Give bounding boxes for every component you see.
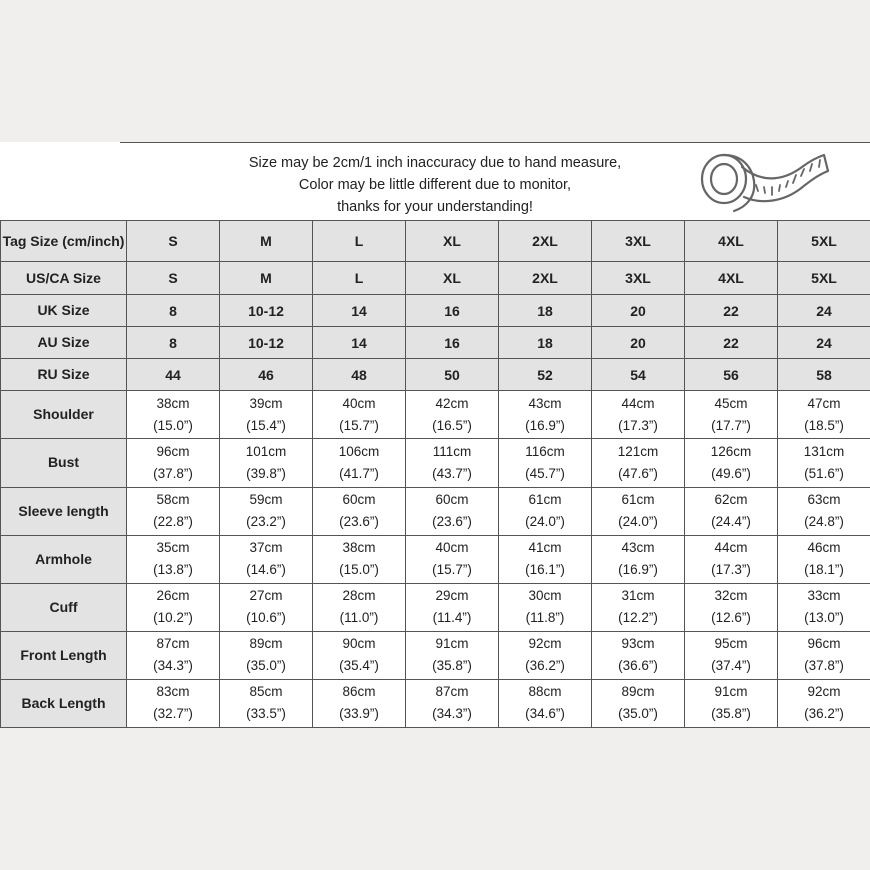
inch-value: (34.6”) [525, 706, 565, 722]
measurement-cell [220, 583, 313, 631]
inch-value: (18.5”) [804, 417, 844, 433]
cm-value: 87cm [156, 636, 190, 652]
row-label: Cuff [1, 583, 127, 631]
notice-text [120, 152, 750, 218]
measurement-cell [127, 583, 220, 631]
cm-value: 96cm [156, 443, 190, 459]
size-cell: M [220, 262, 313, 295]
row-label: Tag Size (cm/inch) [1, 221, 127, 262]
inch-value: (33.9”) [339, 706, 379, 722]
inch-value: (15.7”) [432, 562, 472, 578]
inch-value: (23.2”) [246, 514, 286, 530]
size-cell: 4XL [685, 221, 778, 262]
size-table [0, 220, 870, 728]
notice-line-2: Color may be little different due to monitor, [298, 177, 572, 193]
measurement-cell [406, 439, 499, 487]
inch-value: (15.4”) [246, 417, 286, 433]
row-label: Front Length [1, 631, 127, 679]
inch-value: (14.6”) [246, 562, 286, 578]
size-cell: 22 [685, 327, 778, 359]
cm-value: 28cm [342, 588, 376, 604]
inch-value: (24.4”) [711, 514, 751, 530]
inch-value: (17.3”) [711, 562, 751, 578]
size-cell: 10-12 [220, 295, 313, 327]
measurement-cell [685, 487, 778, 535]
measurement-cell [313, 487, 406, 535]
measurement-cell [778, 679, 870, 727]
inch-value: (13.0”) [804, 610, 844, 626]
cm-value: 35cm [156, 540, 190, 556]
size-cell: 20 [592, 295, 685, 327]
cm-value: 44cm [621, 395, 655, 411]
size-cell: 14 [313, 327, 406, 359]
measurement-cell [313, 391, 406, 439]
size-cell: 2XL [499, 262, 592, 295]
measurement-cell [220, 535, 313, 583]
size-cell: 5XL [778, 221, 870, 262]
inch-value: (32.7”) [153, 706, 193, 722]
measurement-cell [406, 583, 499, 631]
measurement-cell [592, 391, 685, 439]
cm-value: 61cm [528, 492, 562, 508]
measurement-cell [127, 487, 220, 535]
size-row [1, 221, 870, 262]
size-cell: 58 [778, 359, 870, 391]
measurement-cell [778, 439, 870, 487]
cm-value: 95cm [714, 636, 748, 652]
size-cell: 8 [127, 327, 220, 359]
cm-value: 26cm [156, 588, 190, 604]
size-cell: 20 [592, 327, 685, 359]
cm-value: 126cm [710, 443, 752, 459]
cm-value: 27cm [249, 588, 283, 604]
size-cell: 22 [685, 295, 778, 327]
row-label: UK Size [1, 295, 127, 327]
inch-value: (17.7”) [711, 417, 751, 433]
measurement-cell [499, 583, 592, 631]
size-cell: 14 [313, 295, 406, 327]
inch-value: (47.6”) [618, 465, 658, 481]
cm-value: 91cm [714, 684, 748, 700]
inch-value: (35.0”) [618, 706, 658, 722]
measurement-cell [778, 631, 870, 679]
measurement-cell [406, 391, 499, 439]
inch-value: (36.2”) [804, 706, 844, 722]
cm-value: 89cm [249, 636, 283, 652]
measurement-cell [778, 391, 870, 439]
inch-value: (10.2”) [153, 610, 193, 626]
measurement-cell [220, 391, 313, 439]
measurement-cell [685, 679, 778, 727]
measurement-cell [220, 439, 313, 487]
inch-value: (37.8”) [153, 465, 193, 481]
cm-value: 83cm [156, 684, 190, 700]
measurement-row [1, 391, 870, 439]
size-cell: 16 [406, 295, 499, 327]
inch-value: (23.6”) [432, 514, 472, 530]
inch-value: (37.4”) [711, 658, 751, 674]
measurement-row [1, 583, 870, 631]
cm-value: 33cm [807, 588, 841, 604]
cm-value: 106cm [338, 443, 380, 459]
size-cell: 18 [499, 327, 592, 359]
measurement-cell [127, 679, 220, 727]
size-chart-sheet [0, 142, 870, 728]
measurement-cell [406, 631, 499, 679]
cm-value: 31cm [621, 588, 655, 604]
measurement-cell [127, 535, 220, 583]
measuring-tape-icon [694, 145, 834, 219]
inch-value: (34.3”) [432, 706, 472, 722]
cm-value: 89cm [621, 684, 655, 700]
cm-value: 47cm [807, 395, 841, 411]
measurement-cell [778, 583, 870, 631]
cm-value: 59cm [249, 492, 283, 508]
cm-value: 121cm [617, 443, 659, 459]
cm-value: 32cm [714, 588, 748, 604]
measurement-cell [220, 679, 313, 727]
size-cell: 54 [592, 359, 685, 391]
size-row [1, 327, 870, 359]
inch-value: (35.8”) [432, 658, 472, 674]
size-cell: L [313, 221, 406, 262]
size-row [1, 295, 870, 327]
measurement-row [1, 631, 870, 679]
inch-value: (36.6”) [618, 658, 658, 674]
measurement-row [1, 535, 870, 583]
size-cell: 3XL [592, 221, 685, 262]
measurement-cell [592, 439, 685, 487]
size-cell: 2XL [499, 221, 592, 262]
cm-value: 58cm [156, 492, 190, 508]
measurement-cell [127, 631, 220, 679]
row-label: Back Length [1, 679, 127, 727]
cm-value: 61cm [621, 492, 655, 508]
measurement-cell [685, 439, 778, 487]
measurement-row [1, 439, 870, 487]
cm-value: 60cm [342, 492, 376, 508]
measurement-cell [592, 631, 685, 679]
cm-value: 42cm [435, 395, 469, 411]
cm-value: 87cm [435, 684, 469, 700]
measurement-cell [499, 535, 592, 583]
cm-value: 92cm [807, 684, 841, 700]
notice-line-3: thanks for your understanding! [337, 199, 533, 215]
measurement-cell [406, 535, 499, 583]
inch-value: (35.4”) [339, 658, 379, 674]
measurement-cell [499, 487, 592, 535]
size-cell: XL [406, 221, 499, 262]
measurement-cell [685, 535, 778, 583]
measurement-cell [127, 439, 220, 487]
cm-value: 62cm [714, 492, 748, 508]
measurement-cell [685, 631, 778, 679]
measurement-cell [220, 631, 313, 679]
cm-value: 101cm [245, 443, 287, 459]
size-cell: 56 [685, 359, 778, 391]
cm-value: 41cm [528, 540, 562, 556]
inch-value: (36.2”) [525, 658, 565, 674]
row-label: Sleeve length [1, 487, 127, 535]
inch-value: (16.9”) [618, 562, 658, 578]
row-label: Armhole [1, 535, 127, 583]
cm-value: 37cm [249, 540, 283, 556]
inch-value: (37.8”) [804, 658, 844, 674]
measurement-cell [685, 391, 778, 439]
cm-value: 111cm [432, 443, 472, 459]
size-cell: 18 [499, 295, 592, 327]
row-label: Shoulder [1, 391, 127, 439]
inch-value: (24.8”) [804, 514, 844, 530]
measurement-cell [592, 487, 685, 535]
measurement-cell [313, 439, 406, 487]
cm-value: 40cm [342, 395, 376, 411]
cm-value: 88cm [528, 684, 562, 700]
cm-value: 116cm [525, 443, 565, 459]
size-cell: XL [406, 262, 499, 295]
size-cell: 24 [778, 327, 870, 359]
inch-value: (24.0”) [525, 514, 565, 530]
inch-value: (12.2”) [618, 610, 658, 626]
cm-value: 96cm [807, 636, 841, 652]
size-cell: 4XL [685, 262, 778, 295]
size-cell: 5XL [778, 262, 870, 295]
inch-value: (15.7”) [339, 417, 379, 433]
inch-value: (12.6”) [711, 610, 751, 626]
cm-value: 93cm [621, 636, 655, 652]
cm-value: 85cm [249, 684, 283, 700]
measurement-cell [499, 439, 592, 487]
cm-value: 38cm [342, 540, 376, 556]
size-cell: 52 [499, 359, 592, 391]
size-cell: 46 [220, 359, 313, 391]
inch-value: (23.6”) [339, 514, 379, 530]
row-label: US/CA Size [1, 262, 127, 295]
measurement-cell [406, 487, 499, 535]
cm-value: 43cm [621, 540, 655, 556]
cm-value: 46cm [807, 540, 841, 556]
size-cell: 3XL [592, 262, 685, 295]
measurement-cell [313, 583, 406, 631]
inch-value: (11.8”) [525, 610, 565, 626]
inch-value: (41.7”) [339, 465, 379, 481]
inch-value: (35.8”) [711, 706, 751, 722]
inch-value: (11.4”) [432, 610, 472, 626]
measurement-cell [778, 535, 870, 583]
size-row [1, 262, 870, 295]
size-cell: 44 [127, 359, 220, 391]
inch-value: (15.0”) [153, 417, 193, 433]
measurement-cell [592, 679, 685, 727]
cm-value: 29cm [435, 588, 469, 604]
notice-line-1: Size may be 2cm/1 inch inaccuracy due to hand measure, [248, 155, 622, 171]
measurement-cell [313, 535, 406, 583]
inch-value: (16.9”) [525, 417, 565, 433]
inch-value: (45.7”) [525, 465, 565, 481]
measurement-cell [778, 487, 870, 535]
cm-value: 86cm [342, 684, 376, 700]
size-row [1, 359, 870, 391]
inch-value: (13.8”) [153, 562, 193, 578]
notice-box [120, 142, 870, 221]
size-cell: S [127, 221, 220, 262]
size-cell: 16 [406, 327, 499, 359]
measurement-cell [499, 679, 592, 727]
row-label: Bust [1, 439, 127, 487]
inch-value: (18.1”) [804, 562, 844, 578]
measurement-cell [499, 391, 592, 439]
size-cell: M [220, 221, 313, 262]
size-cell: 48 [313, 359, 406, 391]
measurement-row [1, 679, 870, 727]
measurement-cell [592, 583, 685, 631]
size-cell: 24 [778, 295, 870, 327]
cm-value: 45cm [714, 395, 748, 411]
size-cell: L [313, 262, 406, 295]
measurement-cell [313, 679, 406, 727]
inch-value: (16.5”) [432, 417, 472, 433]
measurement-cell [499, 631, 592, 679]
measurement-cell [220, 487, 313, 535]
inch-value: (16.1”) [525, 562, 565, 578]
inch-value: (34.3”) [153, 658, 193, 674]
measurement-cell [313, 631, 406, 679]
size-cell: 50 [406, 359, 499, 391]
inch-value: (15.0”) [339, 562, 379, 578]
inch-value: (17.3”) [618, 417, 658, 433]
cm-value: 131cm [803, 443, 845, 459]
inch-value: (51.6”) [804, 465, 844, 481]
inch-value: (33.5”) [246, 706, 286, 722]
cm-value: 92cm [528, 636, 562, 652]
size-cell: S [127, 262, 220, 295]
inch-value: (11.0”) [339, 610, 379, 626]
measurement-cell [592, 535, 685, 583]
inch-value: (24.0”) [618, 514, 658, 530]
cm-value: 40cm [435, 540, 469, 556]
measurement-cell [685, 583, 778, 631]
cm-value: 30cm [528, 588, 562, 604]
measurement-cell [127, 391, 220, 439]
cm-value: 39cm [249, 395, 283, 411]
cm-value: 63cm [807, 492, 841, 508]
row-label: AU Size [1, 327, 127, 359]
inch-value: (43.7”) [432, 465, 472, 481]
cm-value: 43cm [528, 395, 562, 411]
row-label: RU Size [1, 359, 127, 391]
size-cell: 10-12 [220, 327, 313, 359]
inch-value: (10.6”) [246, 610, 286, 626]
measurement-row [1, 487, 870, 535]
inch-value: (35.0”) [246, 658, 286, 674]
size-cell: 8 [127, 295, 220, 327]
cm-value: 38cm [156, 395, 190, 411]
inch-value: (22.8”) [153, 514, 193, 530]
cm-value: 90cm [342, 636, 376, 652]
cm-value: 91cm [435, 636, 469, 652]
inch-value: (39.8”) [246, 465, 286, 481]
measurement-cell [406, 679, 499, 727]
cm-value: 44cm [714, 540, 748, 556]
inch-value: (49.6”) [711, 465, 751, 481]
cm-value: 60cm [435, 492, 469, 508]
